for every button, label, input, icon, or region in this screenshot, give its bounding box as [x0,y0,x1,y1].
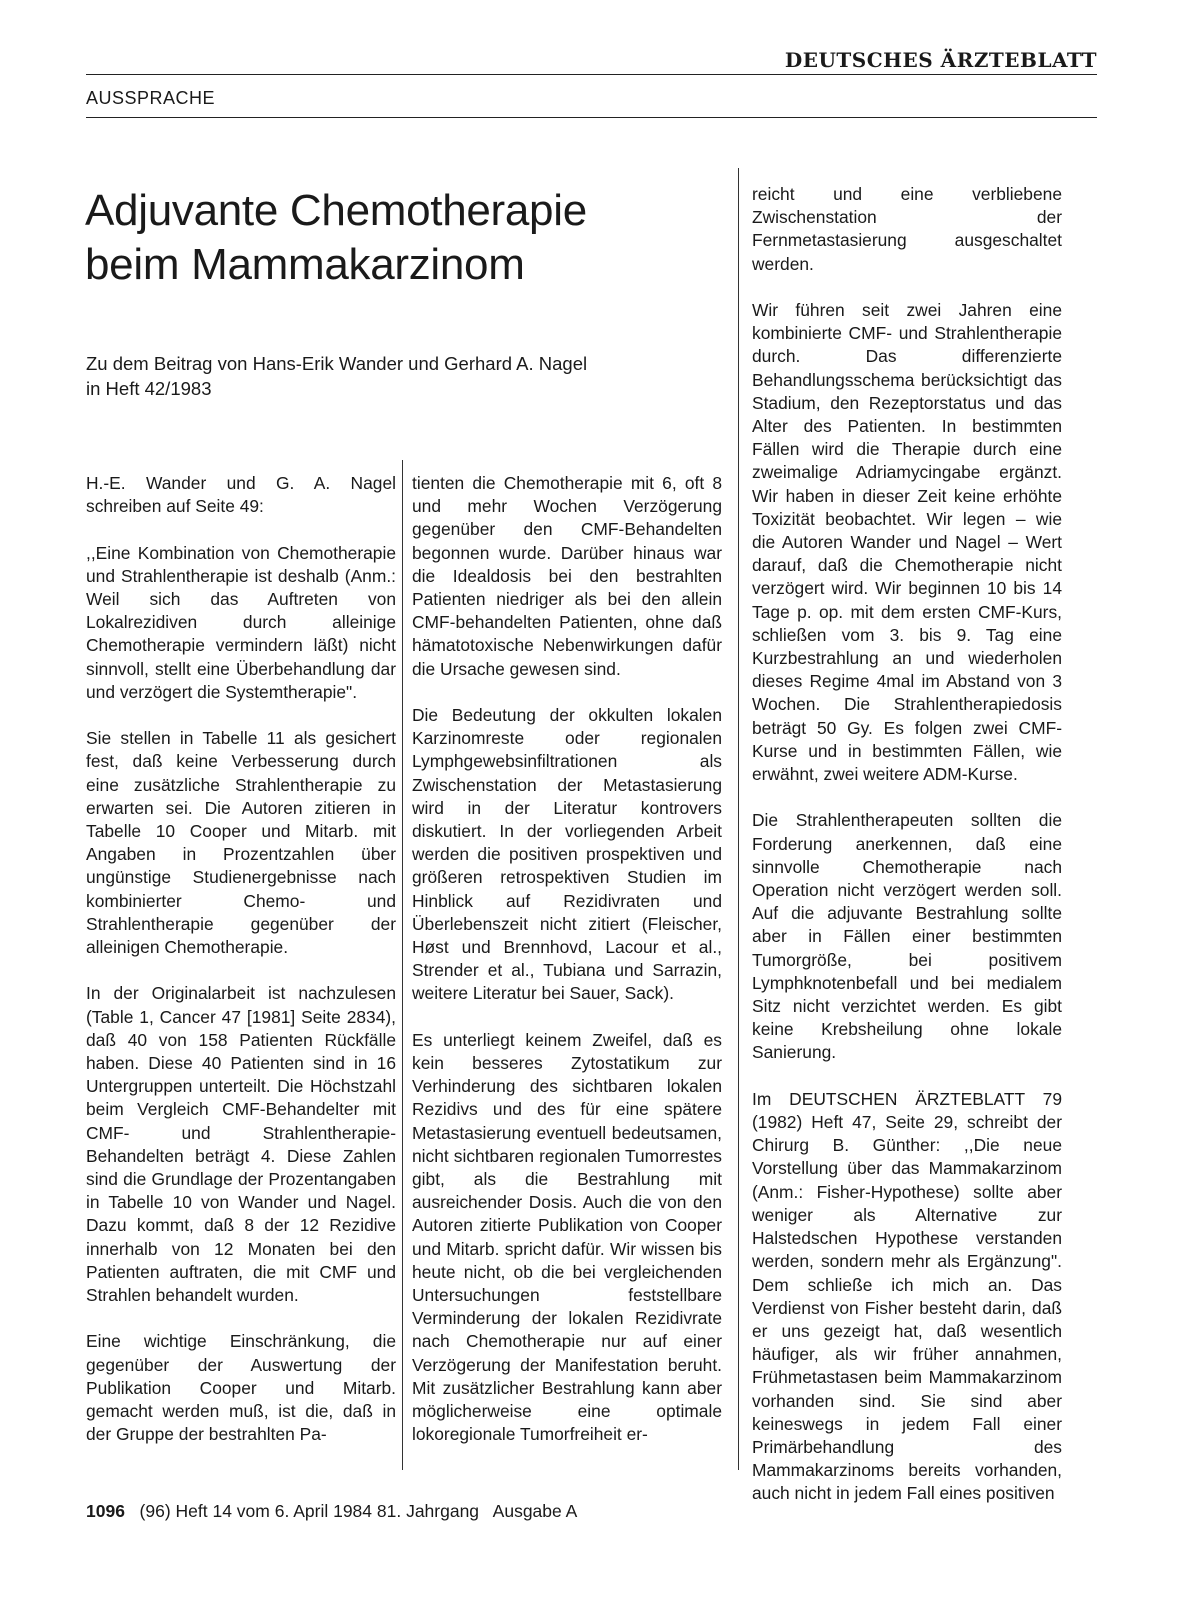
paragraph: In der Originalarbeit ist nachzulesen (Table 1, Cancer 47 [1981] Seite 2834), daß 40 von 158 Patienten Rückfälle haben. Diese 40 Patienten sind in 16 Untergruppen unterteilt. Die Höchstzahl beim Vergleich CMF-Behandelter mit CMF- und Strahlentherapie-Behandelten beträgt 4. Diese Zahlen sind die Grundlage der Prozentangaben in Tabelle 10 von Wander und Nagel. Dazu kommt, daß 8 der 12 Rezidive innerhalb von 12 Monaten bei den Patienten auftraten, die mit CMF und Strahlen behandelt wurden. [86,983,396,1306]
article-title [85,184,725,292]
paragraph: Im DEUTSCHEN ÄRZTEBLATT 79 (1982) Heft 47, Seite 29, schreibt der Chirurg B. Günther: ,,Die neue Vorstellung über das Mammakarzinom (Anm.: Fisher-Hypothese) sollte aber weniger als Alternative zur Halstedschen Hypothese verstanden werden, sondern mehr als Ergänzung". Dem schließe ich mich an. Das Verdienst von Fisher besteht darin, daß er uns gezeigt hat, daß wesentlich häufiger, als wir früher annahmen, Frühmetastasen beim Mammakarzinom vorhanden sind. Sie sind aber keineswegs in jedem Fall einer Primärbehandlung des Mammakarzinoms bereits vorhanden, auch nicht in jedem Fall eines positiven [752,1088,1062,1504]
paragraph: Die Strahlentherapeuten sollten die Forderung anerkennen, daß eine sinnvolle Chemotherapie nach Operation nicht verzögert werden soll. Auf die adjuvante Bestrahlung sollte aber in Fällen einer bestimmten Tumorgröße, bei positivem Lymphknotenbefall und bei medialem Sitz nicht verzichtet werden. Es gibt keine Krebsheilung ohne lokale Sanierung. [752,810,1062,1063]
issue-info: (96) Heft 14 vom 6. April 1984 81. Jahrgang Ausgabe A [139,1501,578,1521]
paragraph: Sie stellen in Tabelle 11 als gesichert fest, daß keine Verbesserung durch eine zusätzliche Strahlentherapie zu erwarten sei. Die Autoren zitieren in Tabelle 10 Cooper und Mitarb. mit Angaben in Prozentzahlen über ungünstige Studienergebnisse nach kombinierter Chemo- und Strahlentherapie gegenüber der alleinigen Chemotherapie. [86,728,396,958]
paragraph: reicht und eine verbliebene Zwischenstation der Fernmetastasierung ausgeschaltet werden. [752,184,1062,274]
paragraph: Wir führen seit zwei Jahren eine kombinierte CMF- und Strahlentherapie durch. Das differenzierte Behandlungsschema berücksichtigt das Stadium, den Rezeptorstatus und das Alter des Patienten. In bestimmten Fällen wird die Therapie durch eine zweimalige Adriamycingabe ergänzt. Wir haben in dieser Zeit keine erhöhte Toxizität beobachtet. Wir legen – wie die Autoren Wander und Nagel – Wert darauf, daß die Chemotherapie nicht verzögert wird. Wir beginnen 10 bis 14 Tage p. op. mit dem ersten CMF-Kurs, schließen vom 3. bis 9. Tag eine Kurzbestrahlung an und wiederholen dieses Regime 4mal im Abstand von 3 Wochen. Die Strahlentherapiedosis beträgt 50 Gy. Es folgen zwei CMF-Kurse und in bestimmten Fällen, wie erwähnt, zwei weitere ADM-Kurse. [752,300,1062,785]
text-column-2 [412,472,722,1447]
subtitle-line-2: in Heft 42/1983 [86,378,212,399]
column-divider [738,168,739,1470]
section-rule [86,117,1097,118]
paragraph: tienten die Chemotherapie mit 6, oft 8 und mehr Wochen Verzögerung gegenüber den CMF-Behandelten begonnen wurde. Darüber hinaus war die Idealdosis bei den bestrahlten Patienten niedriger als bei den allein CMF-behandelten Patienten, ohne daß hämatotoxische Nebenwirkungen dafür die Ursache gewesen sind. [412,473,722,679]
top-rule [86,74,1097,75]
paragraph: H.-E. Wander und G. A. Nagel schreiben auf Seite 49: [86,473,396,517]
text-column-3 [752,183,1062,1506]
page-footer [86,1501,577,1522]
section-label: AUSSPRACHE [86,88,216,108]
paragraph: Die Bedeutung der okkulten lokalen Karzinomreste oder regionalen Lymphgewebsinfiltrationen als Zwischenstation der Metastasierung wird in der Literatur kontrovers diskutiert. In der vorliegenden Arbeit werden die positiven prospektiven und größeren retrospektiven Studien im Hinblick auf Rezidivraten und Überlebenszeit nicht zitiert (Fleischer, Høst und Brennhovd, Lacour et al., Strender et al., Tubiana und Sarrazin, weitere Literatur bei Sauer, Sack). [412,705,722,1004]
article-subtitle [86,351,726,401]
paragraph: ,,Eine Kombination von Chemotherapie und Strahlentherapie ist deshalb (Anm.: Weil sich das Auftreten von Lokalrezidiven durch alleinige Chemotherapie vermindern läßt) nicht sinnvoll, stellt eine Überbehandlung dar und verzögert die Systemtherapie". [86,542,396,702]
text-column-1 [86,472,396,1446]
title-line-1: Adjuvante Chemotherapie [85,186,587,235]
paragraph: Es unterliegt keinem Zweifel, daß es kein besseres Zytostatikum zur Verhinderung des sichtbaren lokalen Rezidivs und des für eine spätere Metastasierung eventuell bedeutsamen, nicht sichtbaren regionalen Tumorrestes gibt, als die Bestrahlung mit ausreichender Dosis. Auch die von den Autoren zitierte Publikation von Cooper und Mitarb. spricht dafür. Wir wissen bis heute nicht, ob die bei vergleichenden Untersuchungen feststellbare Verminderung der lokalen Rezidivrate nach Chemotherapie nur auf einer Verzögerung der Manifestation beruht. Mit zusätzlicher Bestrahlung kann aber möglicherweise eine optimale lokoregionale Tumorfreiheit er- [412,1029,722,1445]
paragraph: Eine wichtige Einschränkung, die gegenüber der Auswertung der Publikation Cooper und Mitarb. gemacht werden muß, ist die, daß in der Gruppe der bestrahlten Pa- [86,1331,396,1445]
title-line-2: beim Mammakarzinom [85,240,525,289]
journal-masthead: DEUTSCHES ÄRZTEBLATT [784,48,1097,72]
page-number: 1096 [86,1501,125,1521]
subtitle-line-1: Zu dem Beitrag von Hans-Erik Wander und Gerhard A. Nagel [86,353,588,374]
column-divider [402,460,403,1470]
